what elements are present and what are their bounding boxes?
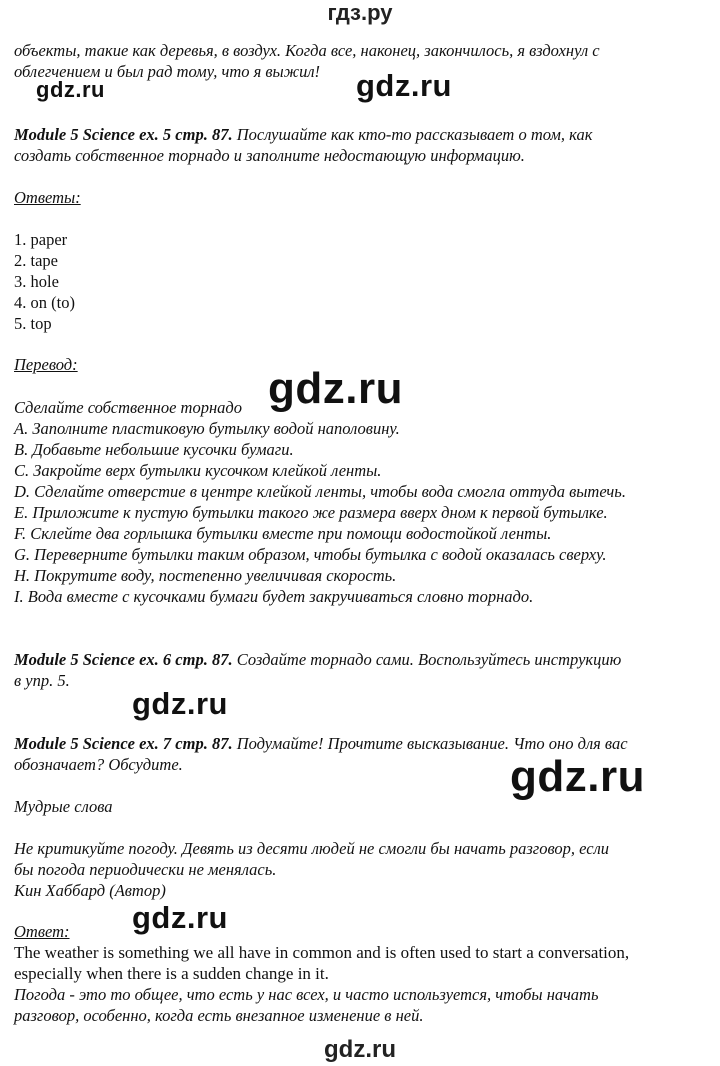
ex7-task-1: Подумайте! Прочтите высказывание. Что оно для вас bbox=[236, 734, 628, 753]
translation-line: I. Вода вместе с кусочками бумаги будет закручиваться словно торнадо. bbox=[14, 587, 534, 606]
answer-item: 4. on (to) bbox=[14, 293, 75, 312]
quote-author: Кин Хаббард (Автор) bbox=[14, 881, 166, 900]
watermark: gdz.ru bbox=[510, 752, 645, 801]
translation-line: H. Покрутите воду, постепенно увеличивая скорость. bbox=[14, 566, 397, 585]
ex7-title: Module 5 Science ex. 7 стр. 87. bbox=[14, 734, 233, 753]
answers-label: Ответы: bbox=[14, 188, 81, 207]
answer-item: 5. top bbox=[14, 314, 52, 333]
wise-words: Мудрые слова bbox=[14, 797, 113, 816]
quote-line-1: Не критикуйте погоду. Девять из десяти людей не смогли бы начать разговор, если bbox=[14, 839, 610, 858]
answer-en-line-2: especially when there is a sudden change in it. bbox=[14, 964, 329, 983]
ex5-title: Module 5 Science ex. 5 стр. 87. bbox=[14, 125, 233, 144]
answer-label: Ответ: bbox=[14, 922, 70, 941]
translation-line: F. Склейте два горлышка бутылки вместе при помощи водостойкой ленты. bbox=[14, 524, 552, 543]
translation-line: Сделайте собственное торнадо bbox=[14, 398, 242, 417]
watermark: gdz.ru bbox=[132, 900, 228, 935]
translation-line: C. Закройте верх бутылки кусочком клейкой ленты. bbox=[14, 461, 382, 480]
answer-item: 3. hole bbox=[14, 272, 59, 291]
translation-line: E. Приложите к пустую бутылки такого же размера вверх дном к первой бутылке. bbox=[14, 503, 608, 522]
intro-line-2: облегчением и был рад тому, что я выжил! bbox=[14, 62, 321, 81]
site-header: гдз.ру bbox=[327, 0, 393, 25]
ex6-title: Module 5 Science ex. 6 стр. 87. bbox=[14, 650, 233, 669]
answer-item: 1. paper bbox=[14, 230, 68, 249]
ex5-task-2: создать собственное торнадо и заполните недостающую информацию. bbox=[14, 146, 525, 165]
watermark: gdz.ru bbox=[356, 68, 452, 103]
ex6-heading bbox=[14, 649, 704, 670]
footer-watermark: gdz.ru bbox=[324, 1036, 396, 1063]
answer-item: 2. tape bbox=[14, 251, 58, 270]
translation-line: B. Добавьте небольшие кусочки бумаги. bbox=[14, 440, 294, 459]
translation-line: G. Переверните бутылки таким образом, чтобы бутылка с водой оказалась сверху. bbox=[14, 545, 607, 564]
watermark: gdz.ru bbox=[132, 686, 228, 721]
translation-line: D. Сделайте отверстие в центре клейкой ленты, чтобы вода смогла оттуда вытечь. bbox=[14, 482, 626, 501]
ex6-task-2: в упр. 5. bbox=[14, 671, 70, 690]
watermark: gdz.ru bbox=[268, 364, 403, 413]
ex5-heading bbox=[14, 124, 704, 145]
ex6-task-1: Создайте торнадо сами. Воспользуйтесь инструкцию bbox=[236, 650, 622, 669]
watermark: gdz.ru bbox=[36, 77, 105, 102]
ex5-task-1: Послушайте как кто-то рассказывает о том, как bbox=[236, 125, 593, 144]
answer-ru-line-2: разговор, особенно, когда есть внезапное изменение в ней. bbox=[14, 1006, 424, 1025]
ex7-heading bbox=[14, 733, 704, 754]
quote-line-2: бы погода периодически не менялась. bbox=[14, 860, 277, 879]
translation-label: Перевод: bbox=[14, 355, 78, 374]
answer-ru-line-1: Погода - это то общее, что есть у нас всех, и часто используется, чтобы начать bbox=[14, 985, 599, 1004]
translation-line: A. Заполните пластиковую бутылку водой наполовину. bbox=[14, 419, 400, 438]
ex7-task-2: обозначает? Обсудите. bbox=[14, 755, 183, 774]
intro-line-1: объекты, такие как деревья, в воздух. Когда все, наконец, закончилось, я вздохнул с bbox=[14, 41, 600, 60]
answer-en-line-1: The weather is something we all have in common and is often used to start a conversation, bbox=[14, 943, 630, 962]
